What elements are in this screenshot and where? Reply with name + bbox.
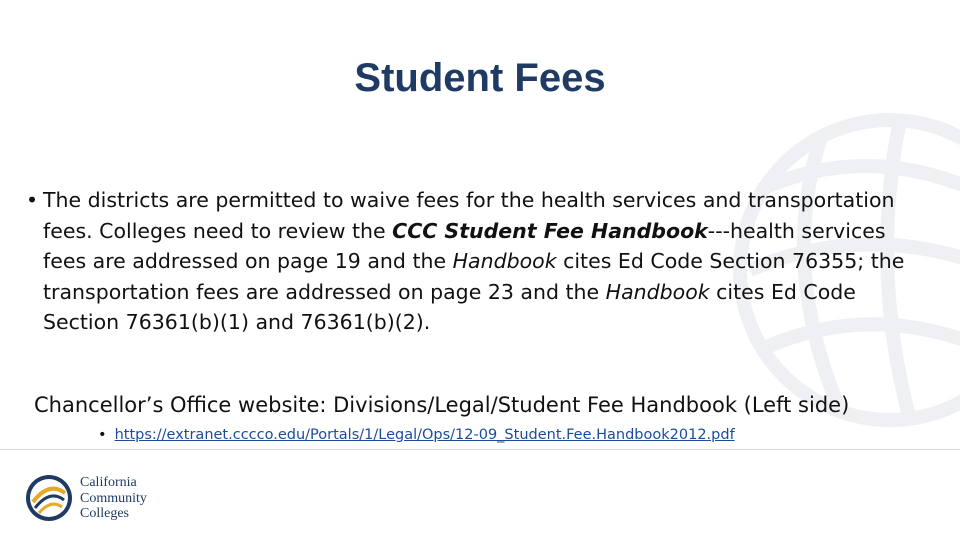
bullet-segment: ---health services fees are addressed on page 19 and the bbox=[43, 218, 886, 273]
handbook-link[interactable]: https://extranet.cccco.edu/Portals/1/Legal/Ops/12-09_Student.Fee.Handbook2012.pdf bbox=[114, 427, 735, 443]
logo-text-line: Community bbox=[80, 490, 147, 506]
handbook-title: CCC Student Fee Handbook bbox=[392, 218, 708, 243]
handbook-reference: Handbook bbox=[452, 249, 557, 273]
california-community-colleges-seal-icon bbox=[24, 473, 74, 523]
bullet-icon: • bbox=[26, 188, 39, 212]
logo-text-line: Colleges bbox=[80, 506, 129, 521]
bullet-icon: • bbox=[98, 427, 107, 443]
bullet-segment: The districts are permitted to waive fees for the health services and transportation fees. Colleges need to review the bbox=[43, 188, 895, 243]
website-path-text: Chancellor’s Office website: Divisions/Legal/Student Fee Handbook (Left side) bbox=[34, 393, 850, 417]
bullet-text bbox=[26, 185, 906, 338]
california-community-colleges-logo bbox=[24, 470, 194, 526]
bullet-segment: cites Ed Code Section 76361(b)(1) and 76361(b)(2). bbox=[43, 279, 856, 334]
main-bullet bbox=[26, 185, 906, 338]
bullet-segment: cites Ed Code Section 76355; the transportation fees are addressed on page 23 and the bbox=[43, 249, 905, 304]
handbook-reference: Handbook bbox=[605, 279, 710, 304]
logo-text-line: California bbox=[80, 475, 137, 490]
link-bullet bbox=[98, 424, 735, 446]
footer-divider bbox=[0, 449, 960, 450]
slide-title: Student Fees bbox=[354, 56, 606, 100]
